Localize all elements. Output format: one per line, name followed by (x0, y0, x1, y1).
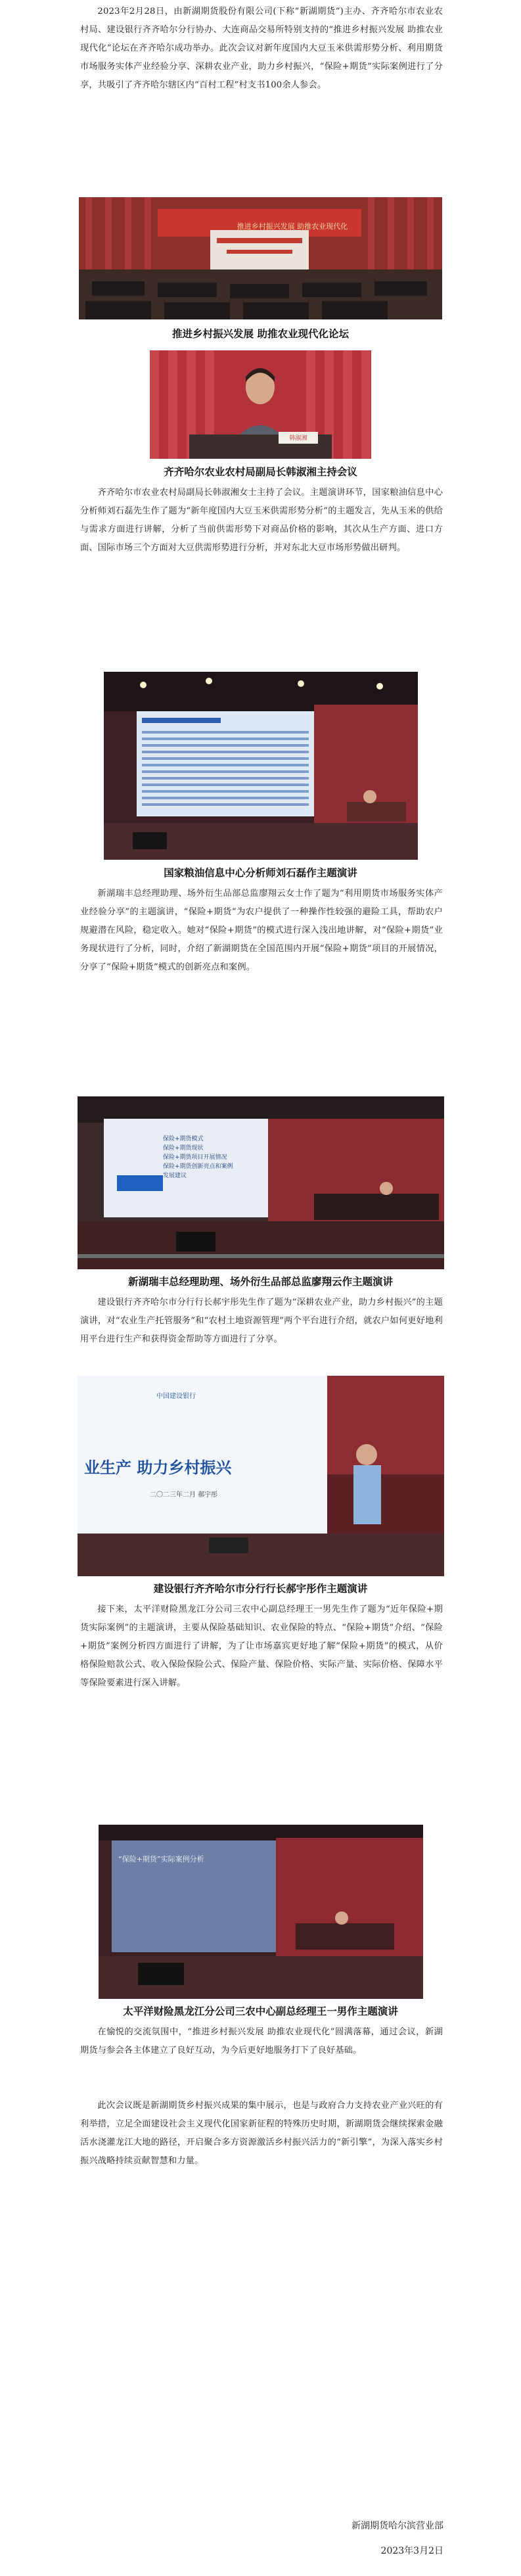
slide-brand: 中国建设银行 (156, 1393, 196, 1400)
speech-paragraph-1: 齐齐哈尔市农业农村局副局长韩淑湘女士主持了会议。主题演讲环节，国家粮油信息中心分析师刘石磊先生作了题为“新年度国内大豆玉米供需形势分析”的主题发言，先从玉米的供给与需求方面进行讲解，分析了当前供需形势下对商品价格的影响，其次从生产方面、进口方面、国际市场三个方面对大豆供需形势进行分析，并对东北大豆市场形势做出研判。 (80, 488, 443, 553)
slide-item: 保险+期货项目开展情况 (163, 1154, 227, 1161)
slide-title: “保险+期货”实际案例分析 (118, 1855, 204, 1863)
speaker-wang-illustration (99, 1825, 423, 1999)
speech-paragraph-2: 新湖瑞丰总经理助理、场外衍生品部总监廖翔云女士作了题为“利用期货市场服务实体产业经验分享”的主题演讲，“保险+期货”为农户提供了一种操作性较强的避险工具，帮助农户规避潜在风险，稳定收入。她对“保险+期货”的模式进行深入浅出地讲解，对“保险+期货”业务现状进行了分析，同时，介绍了新湖期货在全国范围内开展“保险+期货”项目的开展情况，分享了“保险+期货”模式的创新亮点和案例。 (80, 889, 443, 972)
slide-date: 二〇二三年二月 郝宇彤 (150, 1491, 218, 1499)
slide-item: 保险+期货创新亮点和案例 (163, 1163, 233, 1170)
caption-liu: 国家粮油信息中心分析师刘石磊作主题演讲 (164, 866, 357, 879)
closing-paragraph-1: 在愉悦的交流氛围中，“推进乡村振兴发展 助推农业现代化”圆满落幕，通过会议，新湖期货与参会各主体建立了良好互动，为今后更好地服务打下了良好基础。 (80, 2027, 443, 2055)
intro-paragraph: 2023年2月28日，由新湖期货股份有限公司(下称“新湖期货”)主办、齐齐哈尔市农业农村局、建设银行齐齐哈尔分行协办、大连商品交易所特别支持的“推进乡村振兴发展 助推农业现代化”论坛在齐齐哈尔成功举办。此次会议对新年度国内大豆玉米供需形势分析、利用期货市场服务实体产业经验分享、深耕农业产业，助力乡村振兴，“保险+期货”实际案例进行了分享，共吸引了齐齐哈尔辖区内“百村工程”村支书100余人参会。 (80, 7, 443, 90)
speech-paragraph-4: 接下来，太平洋财险黑龙江分公司三农中心副总经理王一男先生作了题为“近年保险+期货实际案例”的主题演讲，主要从保险基础知识、农业保险的特点、“保险+期货”介绍、“保险+期货”案例分析四方面进行了讲解，为了让市场嘉宾更好地了解“保险+期货”的模式，从价格保险赔款公式、收入保险保险公式、保险产量、保险价格、实际产量、实际价格、保障水平等保险要素进行深入讲解。 (80, 1604, 443, 1688)
speaker-liao-photo (78, 1096, 444, 1269)
speech-paragraph-3: 建设银行齐齐哈尔市分行行长郝宇彤先生作了题为“深耕农业产业，助力乡村振兴”的主题演讲，对“农业生产托管服务”和“农村土地资源管理”两个平台进行介绍，就农户如何更好地利用平台进行生产和获得资金帮助等方面进行了分享。 (80, 1298, 443, 1344)
caption-wang: 太平洋财险黑龙江分公司三农中心副总经理王一男作主题演讲 (123, 2005, 398, 2017)
speaker-hao-photo (78, 1376, 444, 1576)
slide-item: 保险+期货模式 (163, 1136, 204, 1142)
forum-hall-illustration (79, 197, 442, 319)
host-nameplate: 韩淑湘 (289, 435, 307, 442)
caption-liao: 新湖瑞丰总经理助理、场外衍生品部总监廖翔云作主题演讲 (127, 1275, 393, 1288)
speaker-liu-illustration (104, 672, 418, 860)
slide-item: 发展建议 (163, 1173, 187, 1179)
closing-paragraph-2: 此次会议既是新湖期货乡村振兴成果的集中展示，也是与政府合力支持农业产业兴旺的有利举措，立足全面建设社会主义现代化国家新征程的特殊历史时期，新湖期货会继续探索金融活水浇灌龙江大地的路径，开启聚合多方资源激活乡村振兴活力的“新引擎”，为深入落实乡村振兴战略持续贡献智慧和力量。 (80, 2101, 443, 2166)
slide-item-list (163, 1135, 268, 1181)
slide-main-title: 业生产 助力乡村振兴 (84, 1459, 232, 1477)
speaker-liu-photo (104, 672, 418, 860)
speaker-wang-photo (99, 1825, 423, 1999)
signature-date: 2023年3月2日 (380, 2546, 443, 2556)
forum-hall-photo (79, 197, 442, 319)
caption-hao: 建设银行齐齐哈尔市分行行长郝宇彤作主题演讲 (153, 1582, 368, 1595)
speaker-liao-illustration (78, 1096, 444, 1269)
caption-forum: 推进乡村振兴发展 助推农业现代化论坛 (172, 327, 349, 340)
host-illustration (150, 350, 371, 459)
slide-item: 保险+期货现状 (163, 1145, 204, 1152)
caption-host: 齐齐哈尔农业农村局副局长韩淑湘主持会议 (164, 465, 357, 478)
host-photo (150, 350, 371, 459)
banner-title: 推进乡村振兴发展 助推农业现代化 (237, 222, 348, 231)
signature-org: 新湖期货哈尔滨营业部 (351, 2521, 443, 2531)
